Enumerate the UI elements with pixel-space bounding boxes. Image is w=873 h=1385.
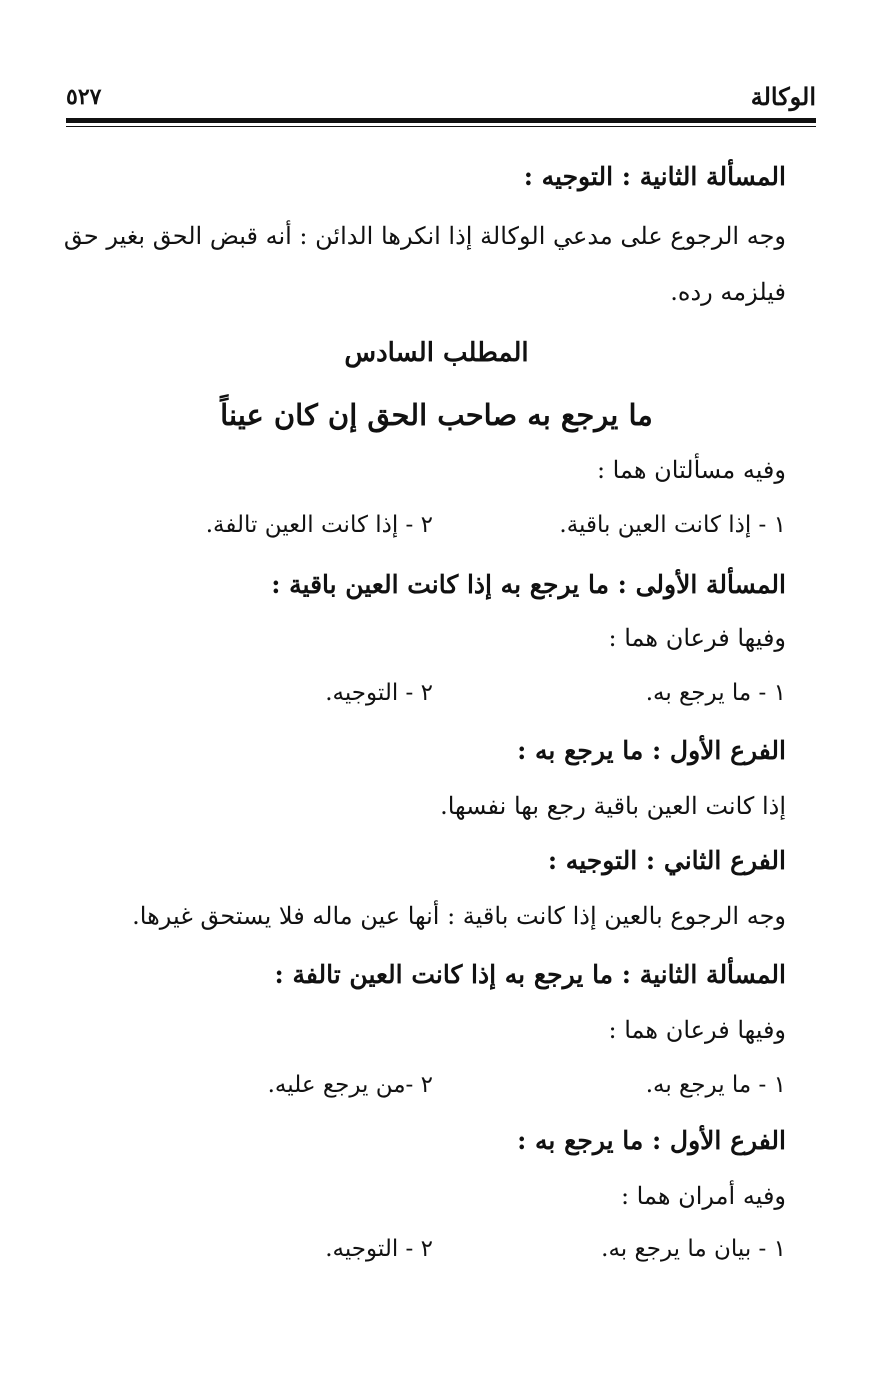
intro-line: وفيه مسألتان هما : [596, 456, 786, 484]
header-rule-thick [66, 118, 816, 123]
paragraph-line: وجه الرجوع على مدعي الوكالة إذا انكرها الدائن : أنه قبض الحق بغير حق [63, 222, 786, 250]
page-number: ٥٢٧ [66, 84, 102, 110]
heading-second-issue: المسألة الثانية : ما يرجع به إذا كانت العين تالفة : [274, 960, 786, 989]
intro-line: وفيها فرعان هما : [608, 624, 786, 652]
list-item: ١ - بيان ما يرجع به. [601, 1236, 786, 1262]
section-subtitle: ما يرجع به صاحب الحق إن كان عيناً [220, 398, 653, 432]
list-item: ٢ - التوجيه. [325, 1236, 433, 1262]
heading-first-branch: الفرع الأول : ما يرجع به : [517, 736, 786, 765]
list-item: ٢ - إذا كانت العين تالفة. [205, 512, 433, 538]
intro-line: وفيه أمران هما : [620, 1182, 786, 1210]
heading-second-issue-justification: المسألة الثانية : التوجيه : [523, 162, 786, 191]
heading-first-branch: الفرع الأول : ما يرجع به : [517, 1126, 786, 1155]
paragraph-line: إذا كانت العين باقية رجع بها نفسها. [440, 792, 786, 820]
running-title: الوكالة [750, 82, 816, 111]
section-title: المطلب السادس [344, 338, 529, 368]
list-item: ١ - ما يرجع به. [645, 1072, 786, 1098]
page-header [66, 80, 816, 120]
heading-first-issue: المسألة الأولى : ما يرجع به إذا كانت العين باقية : [271, 570, 786, 599]
intro-line: وفيها فرعان هما : [608, 1016, 786, 1044]
list-item: ٢ -من يرجع عليه. [267, 1072, 433, 1098]
heading-second-branch: الفرع الثاني : التوجيه : [547, 846, 786, 875]
header-rule-thin [66, 126, 816, 127]
list-item: ١ - إذا كانت العين باقية. [559, 512, 786, 538]
list-item: ٢ - التوجيه. [325, 680, 433, 706]
paragraph-line: فيلزمه رده. [670, 278, 786, 306]
paragraph-line: وجه الرجوع بالعين إذا كانت باقية : أنها عين ماله فلا يستحق غيرها. [132, 902, 786, 930]
list-item: ١ - ما يرجع به. [645, 680, 786, 706]
